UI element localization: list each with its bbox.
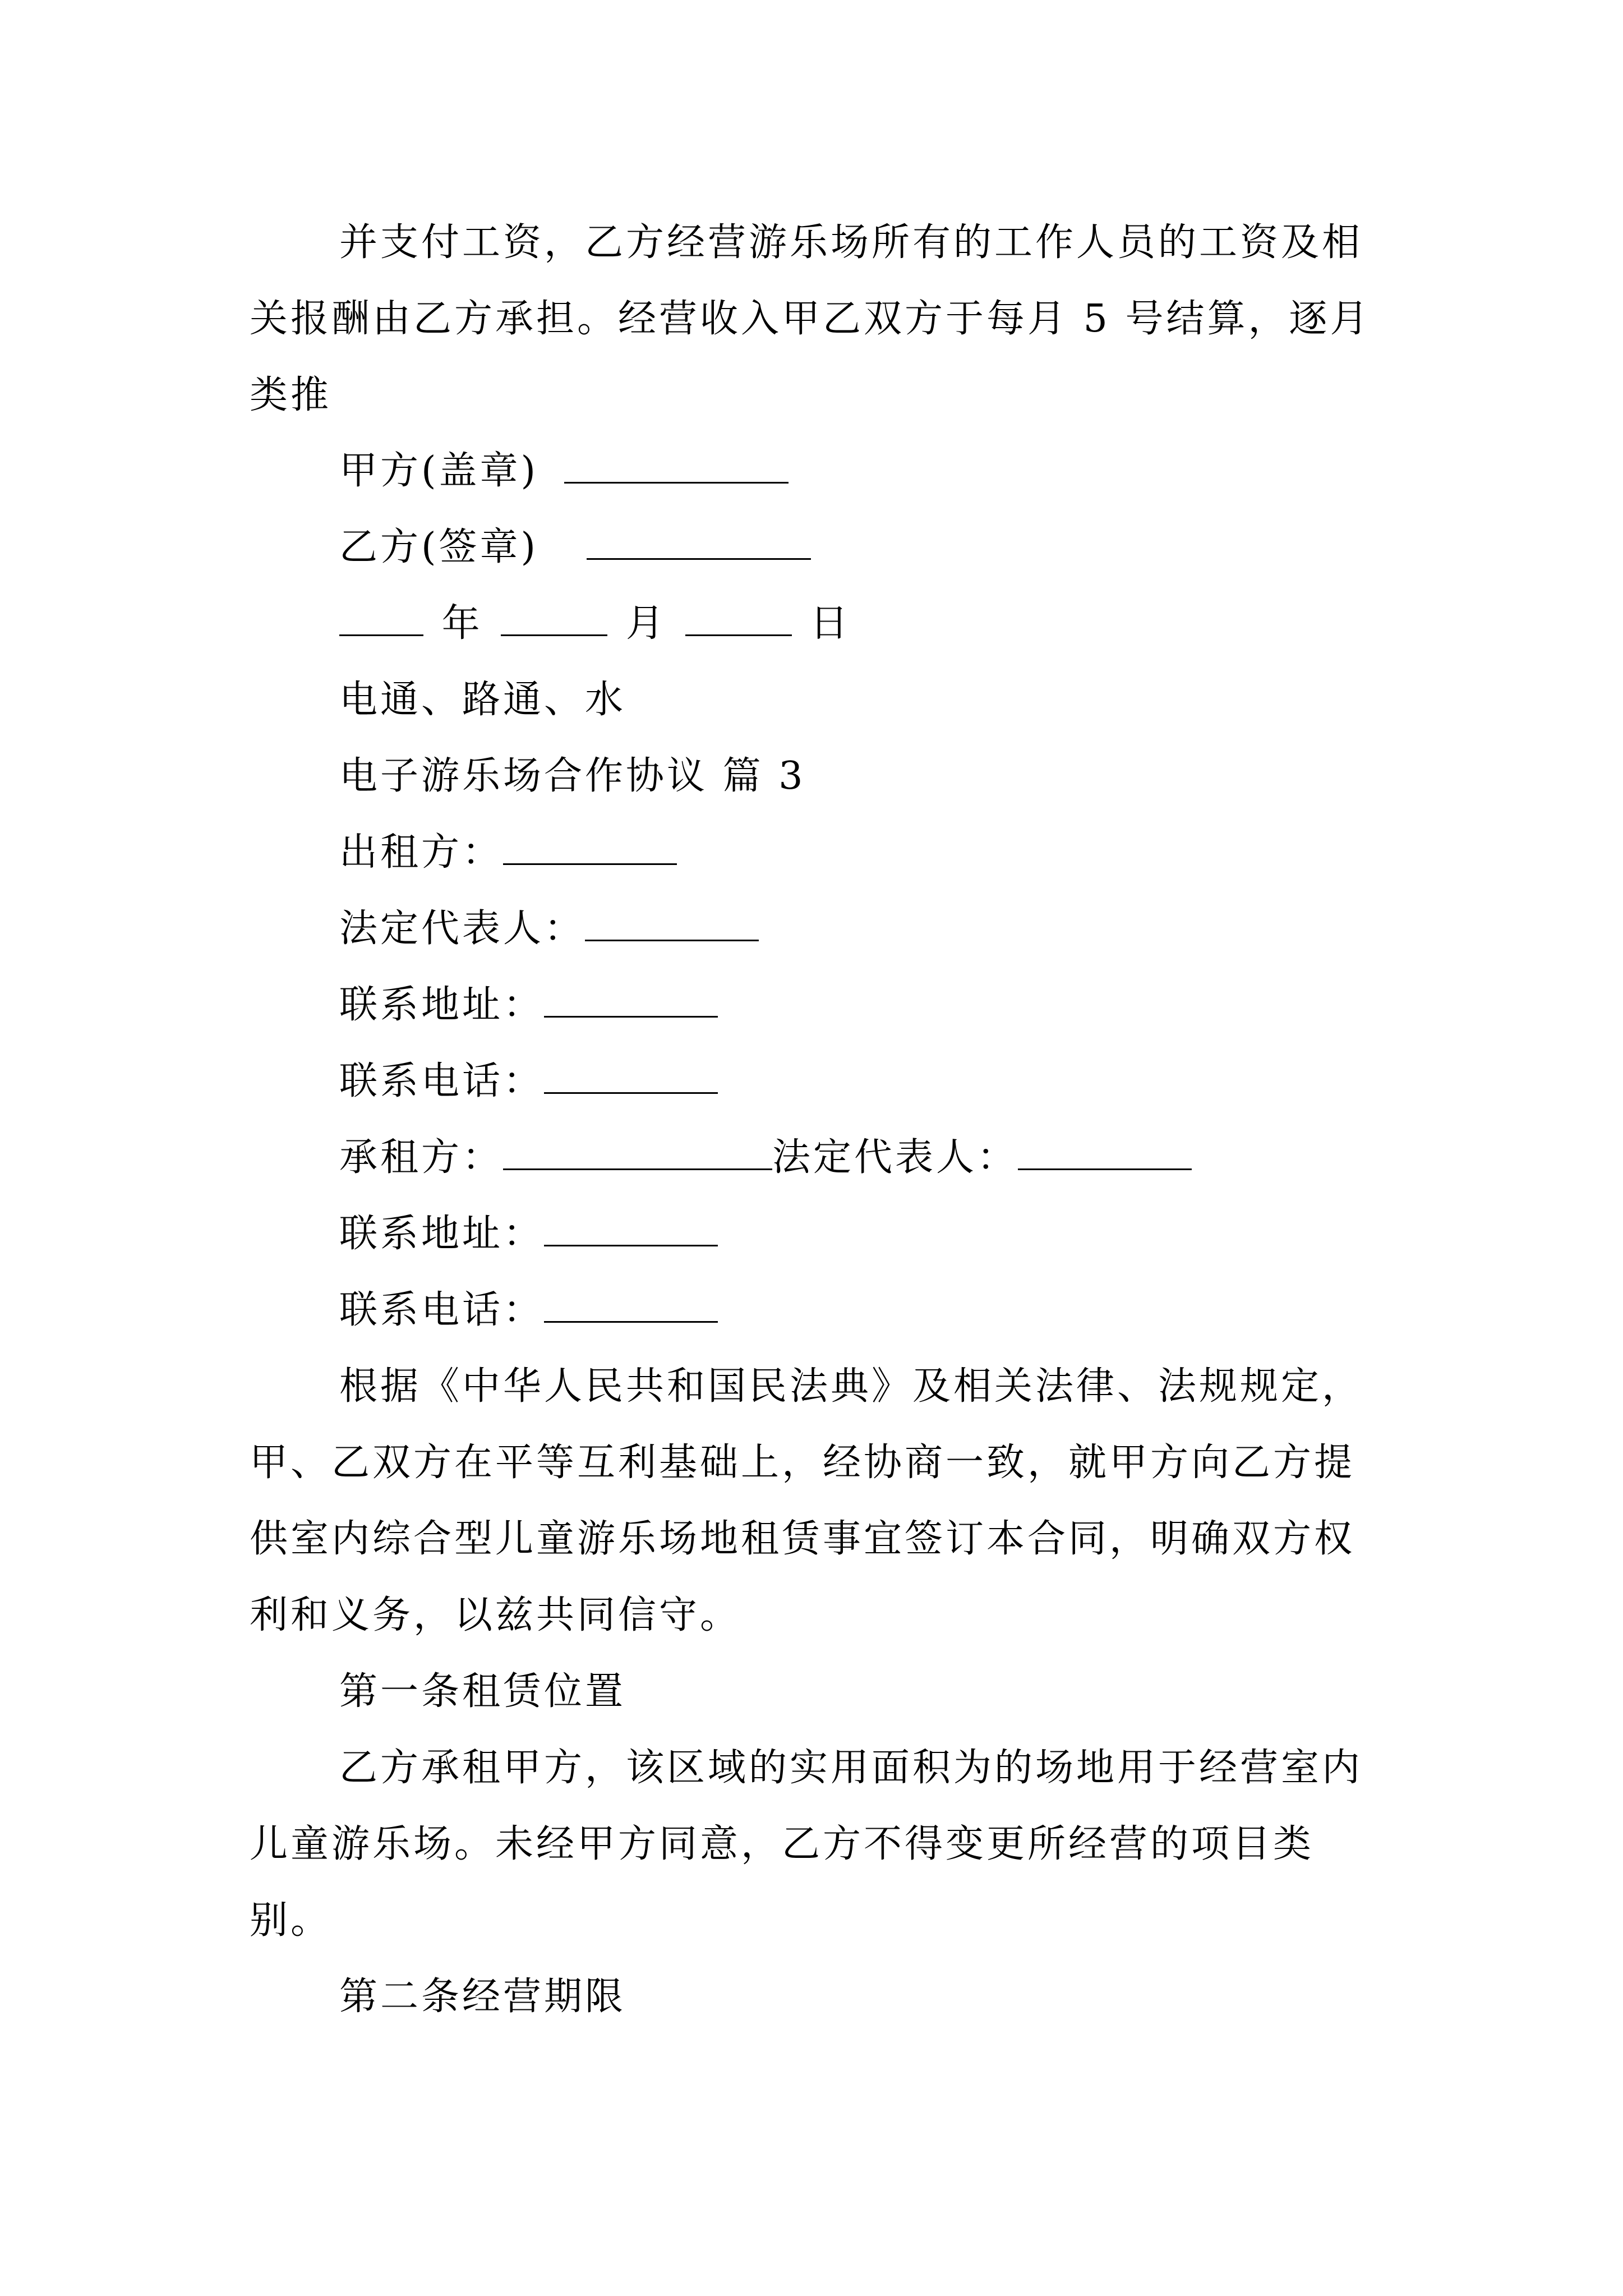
month-blank[interactable] <box>501 603 607 636</box>
phone-blank-1[interactable] <box>544 1061 718 1094</box>
article-1-heading: 第一条租赁位置 <box>339 1669 626 1714</box>
lessor-blank[interactable] <box>503 832 677 865</box>
day-label: 日 <box>810 601 851 646</box>
paragraph-wages: 并支付工资，乙方经营游乐场所有的工作人员的工资及相关报酬由乙方承担。经营收入甲乙双方于每月 5 号结算，逐月类推 <box>250 220 1371 417</box>
utilities-line: 电通、路通、水 <box>339 678 626 722</box>
legal-rep-line-1 <box>339 891 762 967</box>
lessee-line <box>339 1120 1195 1196</box>
month-label: 月 <box>625 601 667 646</box>
date-line <box>339 586 851 662</box>
address-line-1 <box>339 967 721 1043</box>
address-label-2: 联系地址： <box>339 1212 545 1256</box>
section-title: 电子游乐场合作协议 篇 3 <box>339 754 806 798</box>
phone-line-2 <box>339 1272 721 1349</box>
phone-blank-2[interactable] <box>544 1290 718 1323</box>
lessee-blank[interactable] <box>503 1137 772 1170</box>
address-blank-2[interactable] <box>544 1213 718 1246</box>
phone-label-2: 联系电话： <box>339 1288 545 1332</box>
phone-line-1 <box>339 1043 721 1120</box>
party-b-seal-blank[interactable] <box>587 527 811 560</box>
legal-rep-blank-1[interactable] <box>585 908 759 941</box>
article-1-body: 乙方承租甲方，该区域的实用面积为的场地用于经营室内儿童游乐场。未经甲方同意，乙方不得变更所经营的项目类别。 <box>250 1746 1363 1943</box>
address-label-1: 联系地址： <box>339 983 545 1027</box>
legal-rep-label-1: 法定代表人： <box>339 907 585 951</box>
signature-line-party-a <box>339 433 792 509</box>
day-blank[interactable] <box>685 603 792 636</box>
legal-rep-label-2: 法定代表人： <box>772 1135 1018 1180</box>
lessor-label: 出租方： <box>339 830 504 875</box>
article-2-heading: 第二条经营期限 <box>339 1975 626 2019</box>
year-blank[interactable] <box>339 603 423 636</box>
lessor-line <box>339 815 680 891</box>
party-b-seal-label: 乙方(签章) <box>339 525 539 569</box>
phone-label-1: 联系电话： <box>339 1059 545 1103</box>
year-label: 年 <box>441 601 483 646</box>
signature-line-party-b <box>339 509 814 586</box>
party-a-seal-label: 甲方(盖章) <box>339 449 539 493</box>
legal-rep-blank-2[interactable] <box>1018 1137 1192 1170</box>
address-blank-1[interactable] <box>544 984 718 1018</box>
paragraph-legal-basis: 根据《中华人民共和国民法典》及相关法律、法规规定，甲、乙双方在平等互利基础上，经协商一致，就甲方向乙方提供室内综合型儿童游乐场地租赁事宜签订本合同，明确双方权利和义务，以兹共同信守。 <box>250 1364 1363 1637</box>
party-a-seal-blank[interactable] <box>564 450 789 484</box>
lessee-label: 承租方： <box>339 1135 504 1180</box>
address-line-2 <box>339 1196 721 1272</box>
